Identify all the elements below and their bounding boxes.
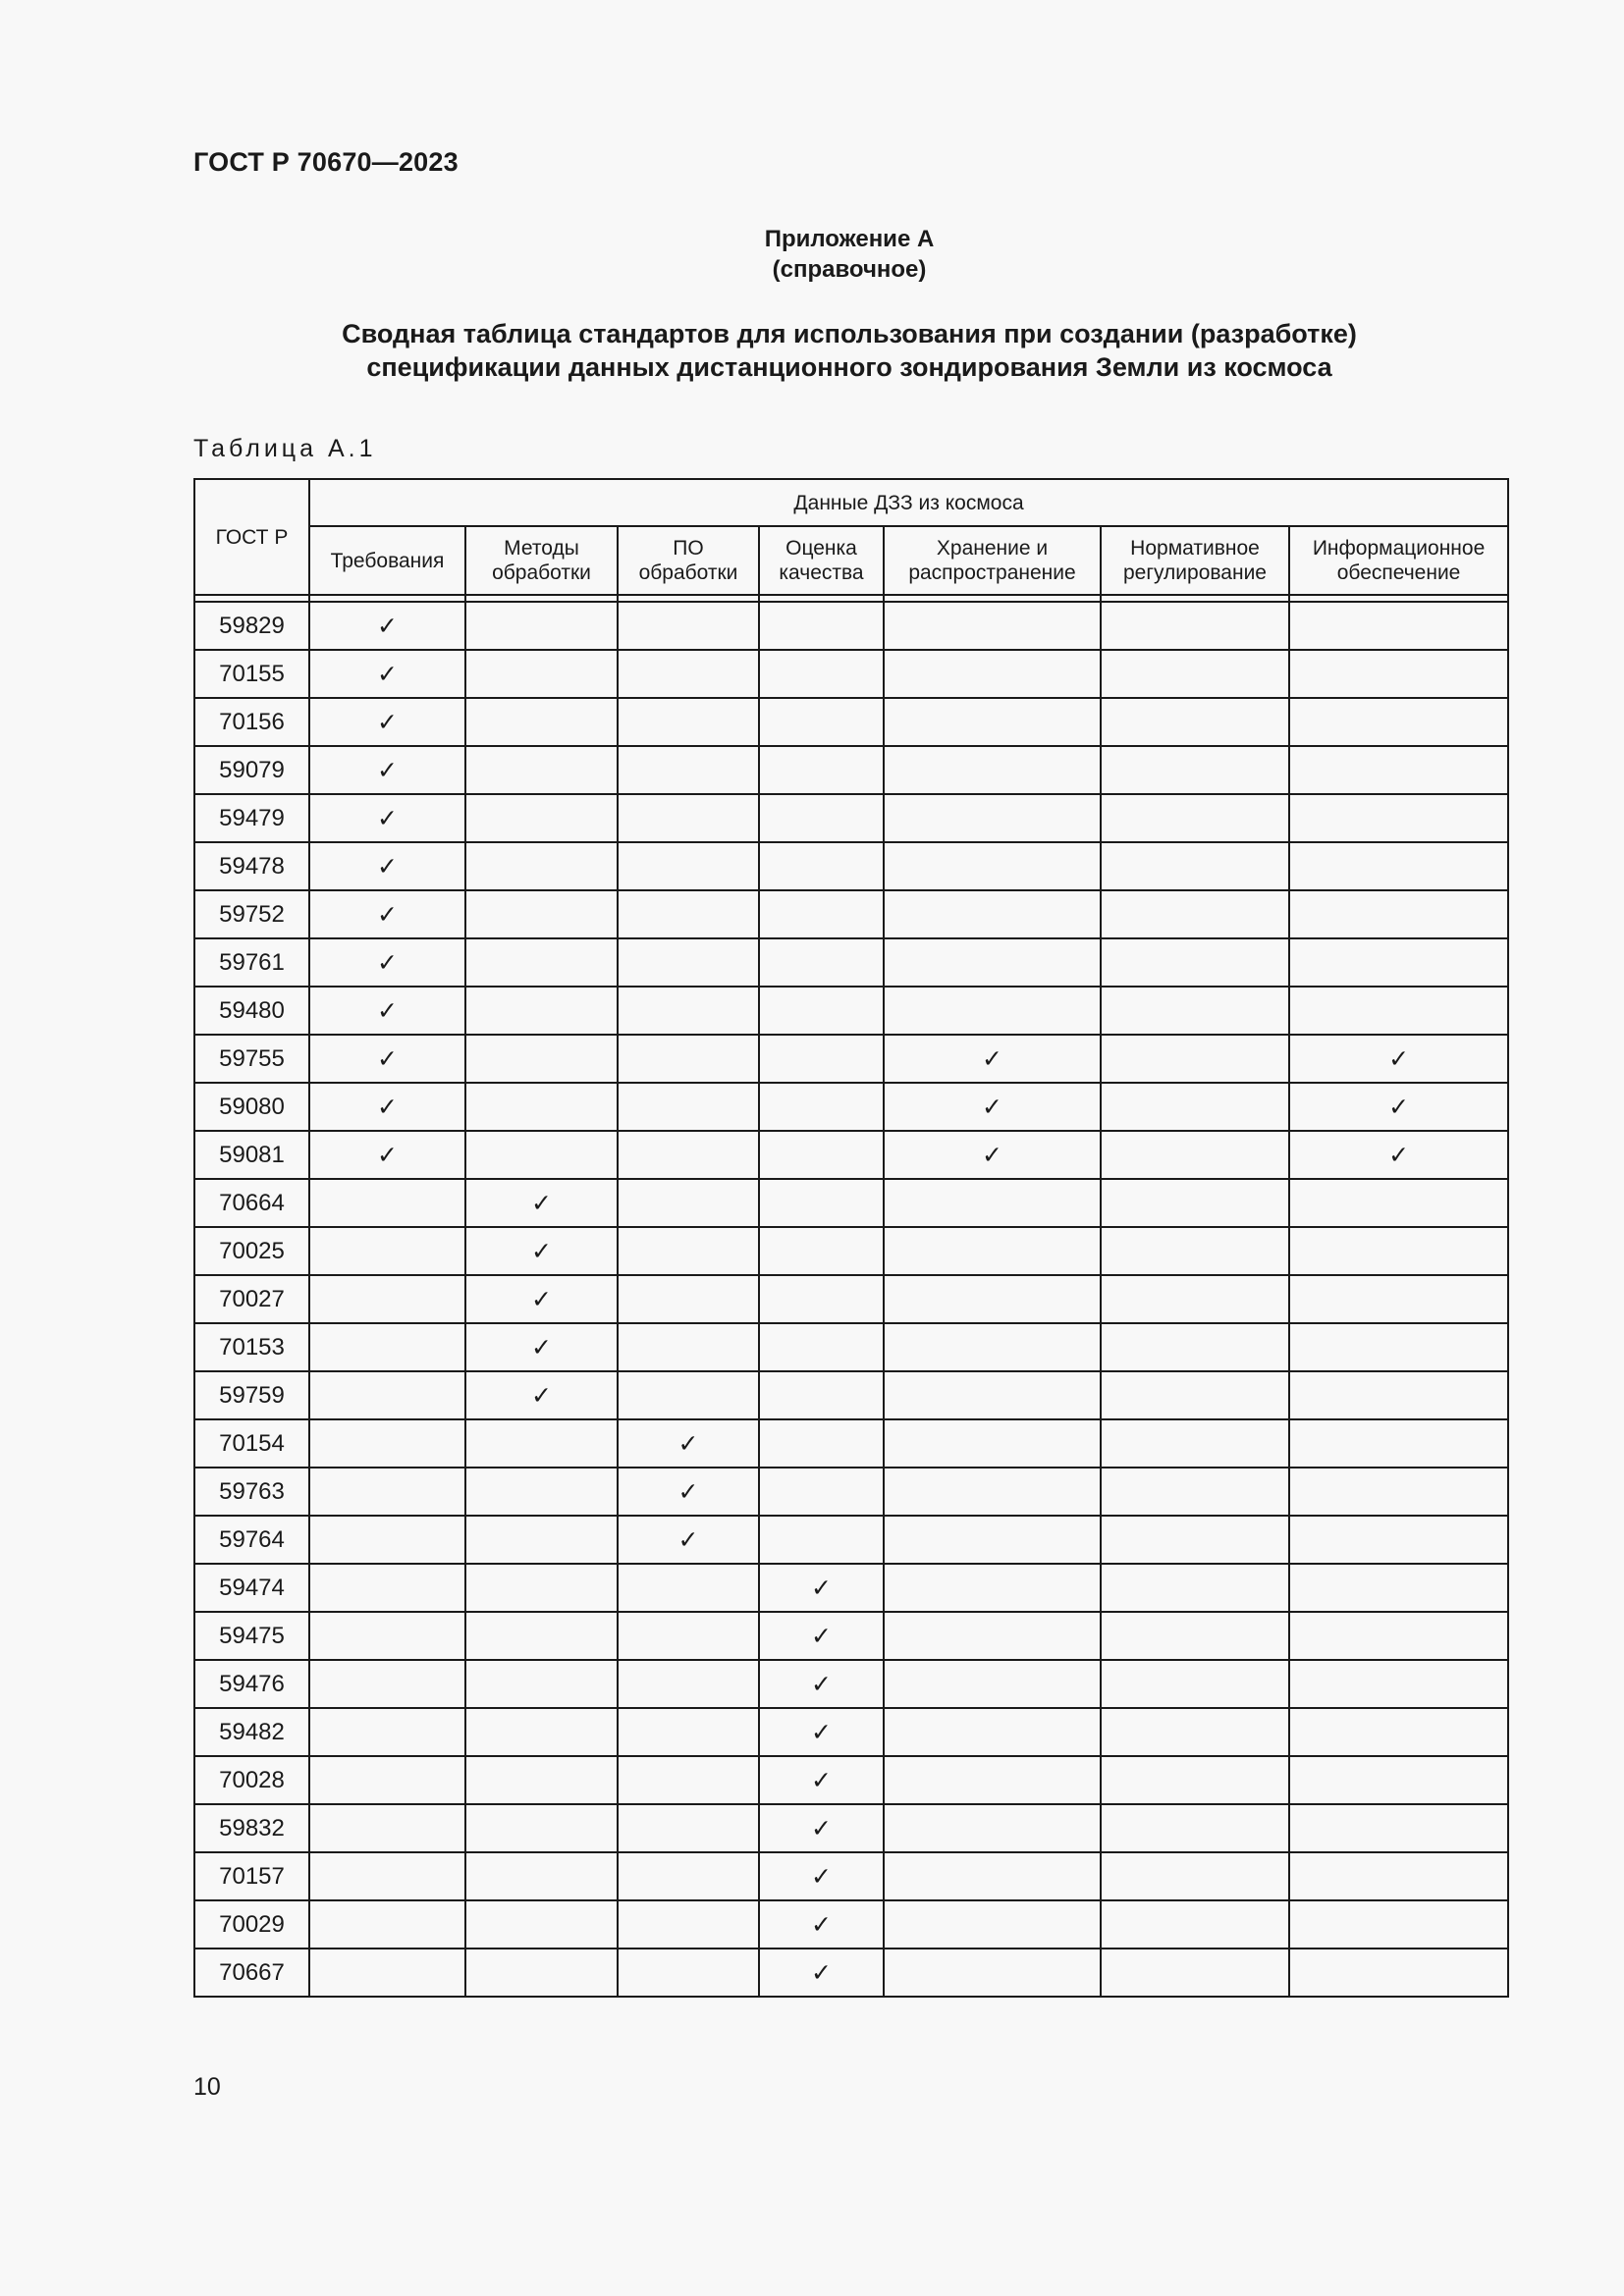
empty-cell — [1101, 987, 1289, 1035]
table-row — [194, 1516, 1508, 1564]
empty-cell — [1101, 1419, 1289, 1468]
empty-cell — [309, 1419, 465, 1468]
empty-cell — [1289, 1900, 1508, 1949]
standard-code: 59482 — [194, 1708, 309, 1756]
empty-cell — [759, 1083, 884, 1131]
table-row — [194, 1323, 1508, 1371]
empty-cell — [884, 650, 1101, 698]
table-row — [194, 1804, 1508, 1852]
column-header — [618, 526, 759, 595]
empty-cell — [309, 1564, 465, 1612]
empty-cell — [1289, 602, 1508, 650]
empty-cell — [759, 1131, 884, 1179]
check-mark-icon: ✓ — [618, 1468, 759, 1516]
empty-cell — [1101, 1275, 1289, 1323]
empty-cell — [465, 1419, 618, 1468]
standard-code: 59080 — [194, 1083, 309, 1131]
empty-cell — [884, 1468, 1101, 1516]
empty-cell — [1289, 794, 1508, 842]
appendix-note: (справочное) — [772, 256, 927, 283]
table-row — [194, 1275, 1508, 1323]
standard-code: 59752 — [194, 890, 309, 938]
empty-cell — [465, 1516, 618, 1564]
empty-cell — [1289, 1468, 1508, 1516]
empty-cell — [618, 1083, 759, 1131]
empty-cell — [884, 938, 1101, 987]
empty-cell — [1289, 1612, 1508, 1660]
empty-cell — [884, 1419, 1101, 1468]
empty-cell — [1101, 842, 1289, 890]
empty-cell — [618, 1323, 759, 1371]
standard-code: 59764 — [194, 1516, 309, 1564]
column-header — [465, 526, 618, 595]
empty-cell — [618, 1564, 759, 1612]
header-separator-cell — [194, 595, 309, 602]
empty-cell — [618, 1756, 759, 1804]
empty-cell — [465, 794, 618, 842]
table-row — [194, 938, 1508, 987]
header-separator-cell — [465, 595, 618, 602]
standard-code: 70027 — [194, 1275, 309, 1323]
column-header-line: Информационное — [1312, 537, 1486, 560]
column-header-line: обеспечение — [1336, 561, 1461, 584]
check-mark-icon: ✓ — [759, 1612, 884, 1660]
table-row — [194, 1708, 1508, 1756]
empty-cell — [618, 1660, 759, 1708]
column-header-line: ПО — [673, 537, 704, 560]
empty-cell — [759, 1468, 884, 1516]
empty-cell — [465, 1660, 618, 1708]
check-mark-icon: ✓ — [759, 1660, 884, 1708]
empty-cell — [465, 746, 618, 794]
standard-code: 70156 — [194, 698, 309, 746]
empty-cell — [1101, 1371, 1289, 1419]
column-header — [759, 526, 884, 595]
standards-table — [193, 478, 1509, 1998]
column-header-line: Требования — [330, 549, 445, 572]
empty-cell — [465, 1804, 618, 1852]
empty-cell — [1289, 1323, 1508, 1371]
empty-cell — [884, 1804, 1101, 1852]
check-mark-icon: ✓ — [884, 1131, 1101, 1179]
check-mark-icon: ✓ — [465, 1275, 618, 1323]
empty-cell — [309, 1660, 465, 1708]
empty-cell — [309, 1852, 465, 1900]
check-mark-icon: ✓ — [884, 1035, 1101, 1083]
empty-cell — [309, 1900, 465, 1949]
table-row — [194, 842, 1508, 890]
empty-cell — [309, 1516, 465, 1564]
check-mark-icon: ✓ — [759, 1708, 884, 1756]
empty-cell — [465, 1900, 618, 1949]
empty-cell — [1101, 1852, 1289, 1900]
empty-cell — [1101, 602, 1289, 650]
header-separator-cell — [884, 595, 1101, 602]
table-row — [194, 602, 1508, 650]
table-row — [194, 1419, 1508, 1468]
check-mark-icon: ✓ — [309, 1035, 465, 1083]
empty-cell — [309, 1708, 465, 1756]
empty-cell — [1101, 938, 1289, 987]
empty-cell — [884, 1852, 1101, 1900]
empty-cell — [1101, 1179, 1289, 1227]
empty-cell — [1101, 1708, 1289, 1756]
empty-cell — [1101, 1227, 1289, 1275]
check-mark-icon: ✓ — [309, 987, 465, 1035]
empty-cell — [1289, 1275, 1508, 1323]
empty-cell — [1101, 1900, 1289, 1949]
empty-cell — [884, 1371, 1101, 1419]
empty-cell — [618, 842, 759, 890]
empty-cell — [1289, 1419, 1508, 1468]
empty-cell — [1101, 698, 1289, 746]
empty-cell — [618, 698, 759, 746]
empty-cell — [884, 1323, 1101, 1371]
empty-cell — [884, 698, 1101, 746]
empty-cell — [618, 1900, 759, 1949]
column-header-line: Хранение и — [936, 537, 1049, 560]
check-mark-icon: ✓ — [309, 1083, 465, 1131]
table-row — [194, 1371, 1508, 1419]
empty-cell — [759, 698, 884, 746]
table-row — [194, 1083, 1508, 1131]
empty-cell — [618, 1131, 759, 1179]
table-row — [194, 746, 1508, 794]
check-mark-icon: ✓ — [759, 1852, 884, 1900]
empty-cell — [465, 890, 618, 938]
empty-cell — [618, 794, 759, 842]
check-mark-icon: ✓ — [309, 1131, 465, 1179]
empty-cell — [1101, 1612, 1289, 1660]
empty-cell — [884, 794, 1101, 842]
empty-cell — [1289, 698, 1508, 746]
empty-cell — [884, 842, 1101, 890]
empty-cell — [618, 890, 759, 938]
column-header-line: обработки — [492, 561, 591, 584]
check-mark-icon: ✓ — [1289, 1083, 1508, 1131]
check-mark-icon: ✓ — [309, 842, 465, 890]
empty-cell — [884, 1179, 1101, 1227]
empty-cell — [309, 1371, 465, 1419]
empty-cell — [1289, 890, 1508, 938]
empty-cell — [1289, 1564, 1508, 1612]
header-separator-cell — [309, 595, 465, 602]
empty-cell — [465, 1468, 618, 1516]
empty-cell — [465, 1131, 618, 1179]
empty-cell — [759, 1371, 884, 1419]
empty-cell — [309, 1275, 465, 1323]
column-header — [884, 526, 1101, 595]
empty-cell — [1289, 1516, 1508, 1564]
check-mark-icon: ✓ — [309, 698, 465, 746]
column-header-line: распространение — [908, 561, 1076, 584]
table-row — [194, 890, 1508, 938]
empty-cell — [1101, 1083, 1289, 1131]
table-row — [194, 1660, 1508, 1708]
check-mark-icon: ✓ — [759, 1949, 884, 1997]
section-title-line-2: спецификации данных дистанционного зондирования Земли из космоса — [366, 352, 1332, 382]
empty-cell — [1289, 987, 1508, 1035]
empty-cell — [309, 1468, 465, 1516]
empty-cell — [1289, 1227, 1508, 1275]
header-gost-r: ГОСТ Р — [194, 479, 309, 595]
empty-cell — [884, 1516, 1101, 1564]
empty-cell — [759, 1227, 884, 1275]
check-mark-icon: ✓ — [884, 1083, 1101, 1131]
column-header — [1289, 526, 1508, 595]
empty-cell — [618, 1949, 759, 1997]
header-separator-cell — [1289, 595, 1508, 602]
empty-cell — [618, 938, 759, 987]
check-mark-icon: ✓ — [759, 1756, 884, 1804]
column-header-line: качества — [779, 561, 864, 584]
empty-cell — [1289, 1660, 1508, 1708]
standard-code: 59829 — [194, 602, 309, 650]
header-separator-cell — [759, 595, 884, 602]
standard-code: 59480 — [194, 987, 309, 1035]
empty-cell — [1289, 1179, 1508, 1227]
empty-cell — [465, 1756, 618, 1804]
empty-cell — [884, 1708, 1101, 1756]
standard-code: 59755 — [194, 1035, 309, 1083]
empty-cell — [1101, 1468, 1289, 1516]
check-mark-icon: ✓ — [465, 1371, 618, 1419]
empty-cell — [465, 938, 618, 987]
check-mark-icon: ✓ — [309, 890, 465, 938]
check-mark-icon: ✓ — [309, 794, 465, 842]
table-row — [194, 1612, 1508, 1660]
empty-cell — [1101, 890, 1289, 938]
standard-code: 70155 — [194, 650, 309, 698]
empty-cell — [759, 1179, 884, 1227]
empty-cell — [1101, 794, 1289, 842]
section-title-line-1: Сводная таблица стандартов для использования при создании (разработке) — [342, 319, 1357, 348]
empty-cell — [1101, 1949, 1289, 1997]
empty-cell — [884, 602, 1101, 650]
empty-cell — [884, 746, 1101, 794]
empty-cell — [1101, 1660, 1289, 1708]
table-row — [194, 1852, 1508, 1900]
empty-cell — [465, 987, 618, 1035]
column-header-line: обработки — [638, 561, 738, 584]
empty-cell — [759, 650, 884, 698]
check-mark-icon: ✓ — [309, 650, 465, 698]
column-header — [309, 526, 465, 595]
standard-code: 70028 — [194, 1756, 309, 1804]
empty-cell — [1289, 1852, 1508, 1900]
empty-cell — [618, 1179, 759, 1227]
table-row — [194, 1900, 1508, 1949]
empty-cell — [759, 890, 884, 938]
empty-cell — [1101, 1131, 1289, 1179]
standard-code: 59759 — [194, 1371, 309, 1419]
table-row — [194, 1179, 1508, 1227]
standard-code: 70157 — [194, 1852, 309, 1900]
check-mark-icon: ✓ — [1289, 1131, 1508, 1179]
empty-cell — [465, 1949, 618, 1997]
empty-cell — [1289, 746, 1508, 794]
empty-cell — [465, 1564, 618, 1612]
column-header-line: Методы — [504, 537, 579, 560]
empty-cell — [618, 1804, 759, 1852]
empty-cell — [1289, 1708, 1508, 1756]
table-row — [194, 1131, 1508, 1179]
empty-cell — [618, 1227, 759, 1275]
table-row — [194, 698, 1508, 746]
check-mark-icon: ✓ — [759, 1564, 884, 1612]
empty-cell — [309, 1227, 465, 1275]
check-mark-icon: ✓ — [309, 602, 465, 650]
empty-cell — [1101, 650, 1289, 698]
standard-code: 70667 — [194, 1949, 309, 1997]
empty-cell — [1289, 650, 1508, 698]
table-row — [194, 987, 1508, 1035]
empty-cell — [1101, 1035, 1289, 1083]
empty-cell — [759, 794, 884, 842]
standard-code: 70025 — [194, 1227, 309, 1275]
empty-cell — [884, 1756, 1101, 1804]
empty-cell — [1101, 1804, 1289, 1852]
empty-cell — [759, 602, 884, 650]
empty-cell — [309, 1804, 465, 1852]
empty-cell — [465, 650, 618, 698]
empty-cell — [465, 1708, 618, 1756]
empty-cell — [309, 1612, 465, 1660]
standard-code: 70154 — [194, 1419, 309, 1468]
table-row — [194, 1035, 1508, 1083]
document-header: ГОСТ Р 70670—2023 — [193, 147, 459, 177]
empty-cell — [618, 1852, 759, 1900]
table-row — [194, 1227, 1508, 1275]
empty-cell — [1289, 1756, 1508, 1804]
empty-cell — [309, 1179, 465, 1227]
standard-code: 59475 — [194, 1612, 309, 1660]
empty-cell — [618, 987, 759, 1035]
empty-cell — [618, 1035, 759, 1083]
empty-cell — [309, 1949, 465, 1997]
header-group-dzz: Данные ДЗЗ из космоса — [309, 479, 1508, 526]
empty-cell — [1101, 1323, 1289, 1371]
table-row — [194, 1564, 1508, 1612]
empty-cell — [759, 1035, 884, 1083]
check-mark-icon: ✓ — [465, 1227, 618, 1275]
empty-cell — [618, 1708, 759, 1756]
standard-code: 70029 — [194, 1900, 309, 1949]
empty-cell — [759, 1419, 884, 1468]
empty-cell — [1289, 1371, 1508, 1419]
empty-cell — [1101, 1564, 1289, 1612]
empty-cell — [759, 987, 884, 1035]
empty-cell — [1289, 938, 1508, 987]
empty-cell — [759, 1275, 884, 1323]
empty-cell — [309, 1323, 465, 1371]
table-row — [194, 1949, 1508, 1997]
empty-cell — [1101, 746, 1289, 794]
check-mark-icon: ✓ — [309, 746, 465, 794]
check-mark-icon: ✓ — [618, 1419, 759, 1468]
empty-cell — [618, 1275, 759, 1323]
empty-cell — [759, 842, 884, 890]
check-mark-icon: ✓ — [759, 1804, 884, 1852]
table-row — [194, 1756, 1508, 1804]
check-mark-icon: ✓ — [1289, 1035, 1508, 1083]
empty-cell — [465, 698, 618, 746]
empty-cell — [884, 1949, 1101, 1997]
table-row — [194, 650, 1508, 698]
empty-cell — [759, 1323, 884, 1371]
table-row — [194, 1468, 1508, 1516]
check-mark-icon: ✓ — [759, 1900, 884, 1949]
appendix-title: Приложение А — [764, 226, 935, 252]
empty-cell — [759, 746, 884, 794]
standard-code: 59476 — [194, 1660, 309, 1708]
empty-cell — [759, 938, 884, 987]
standard-code: 59081 — [194, 1131, 309, 1179]
standard-code: 70153 — [194, 1323, 309, 1371]
column-header-line: Оценка — [785, 537, 857, 560]
empty-cell — [884, 1900, 1101, 1949]
empty-cell — [618, 1371, 759, 1419]
empty-cell — [618, 1612, 759, 1660]
table-row — [194, 794, 1508, 842]
empty-cell — [884, 1660, 1101, 1708]
header-separator-cell — [1101, 595, 1289, 602]
empty-cell — [884, 1564, 1101, 1612]
standard-code: 59763 — [194, 1468, 309, 1516]
empty-cell — [1101, 1516, 1289, 1564]
column-header — [1101, 526, 1289, 595]
column-header-line: регулирование — [1122, 561, 1267, 584]
check-mark-icon: ✓ — [465, 1179, 618, 1227]
empty-cell — [1289, 842, 1508, 890]
empty-cell — [618, 746, 759, 794]
empty-cell — [884, 987, 1101, 1035]
empty-cell — [465, 1035, 618, 1083]
standard-code: 59479 — [194, 794, 309, 842]
empty-cell — [759, 1516, 884, 1564]
empty-cell — [884, 1275, 1101, 1323]
empty-cell — [618, 650, 759, 698]
header-separator-cell — [618, 595, 759, 602]
empty-cell — [465, 842, 618, 890]
standard-code: 59474 — [194, 1564, 309, 1612]
empty-cell — [465, 1083, 618, 1131]
standard-code: 59478 — [194, 842, 309, 890]
empty-cell — [884, 890, 1101, 938]
empty-cell — [1289, 1949, 1508, 1997]
empty-cell — [465, 1612, 618, 1660]
empty-cell — [618, 602, 759, 650]
standard-code: 59079 — [194, 746, 309, 794]
column-header-line: Нормативное — [1130, 537, 1260, 560]
check-mark-icon: ✓ — [465, 1323, 618, 1371]
empty-cell — [884, 1227, 1101, 1275]
empty-cell — [309, 1756, 465, 1804]
empty-cell — [1289, 1804, 1508, 1852]
page-number: 10 — [193, 2073, 221, 2101]
empty-cell — [465, 1852, 618, 1900]
table-caption: Таблица А.1 — [193, 435, 377, 462]
check-mark-icon: ✓ — [309, 938, 465, 987]
standard-code: 59832 — [194, 1804, 309, 1852]
check-mark-icon: ✓ — [618, 1516, 759, 1564]
standard-code: 59761 — [194, 938, 309, 987]
empty-cell — [884, 1612, 1101, 1660]
standard-code: 70664 — [194, 1179, 309, 1227]
empty-cell — [465, 602, 618, 650]
empty-cell — [1101, 1756, 1289, 1804]
